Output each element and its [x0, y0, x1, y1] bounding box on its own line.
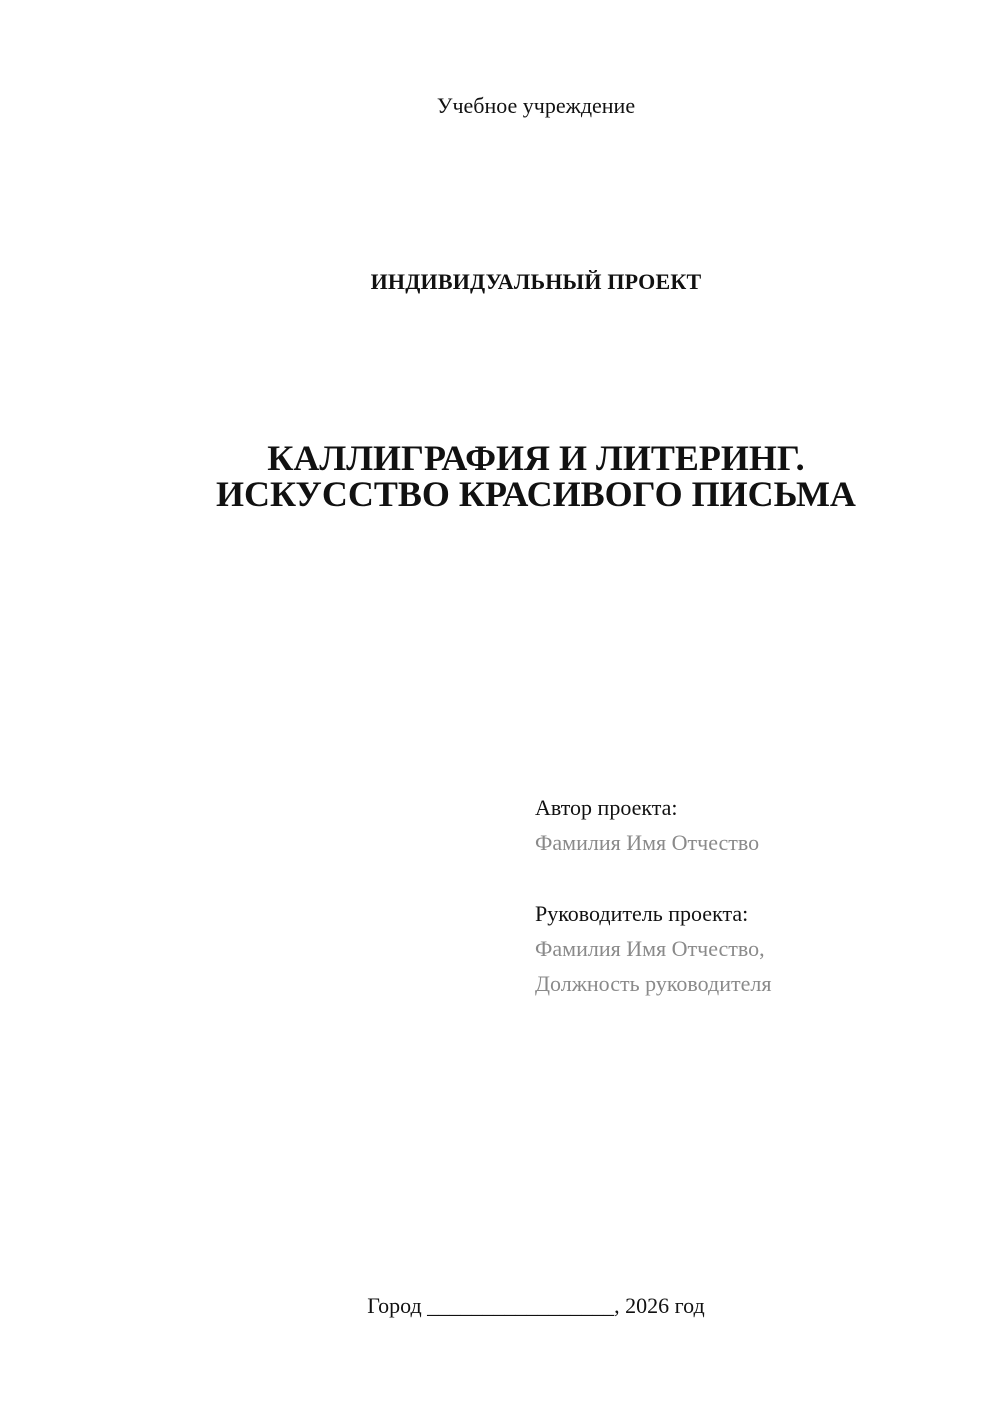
project-title-line-2: ИСКУССТВО КРАСИВОГО ПИСЬМА: [216, 474, 856, 514]
project-title: [0, 440, 1000, 512]
spacer: [535, 860, 975, 896]
institution-name: Учебное учреждение: [436, 93, 636, 118]
document-type: ИНДИВИДУАЛЬНЫЙ ПРОЕКТ: [370, 269, 702, 294]
author-name: Фамилия Имя Отчество: [535, 830, 760, 855]
supervisor-label: Руководитель проекта:: [535, 901, 749, 926]
city-year-line: Город _________________, 2026 год: [367, 1293, 705, 1318]
supervisor-name: Фамилия Имя Отчество,: [535, 936, 765, 961]
project-info-block: [535, 790, 975, 1001]
supervisor-position: Должность руководителя: [535, 971, 772, 996]
author-label: Автор проекта:: [535, 795, 678, 820]
project-title-line-1: КАЛЛИГРАФИЯ И ЛИТЕРИНГ.: [267, 438, 805, 478]
